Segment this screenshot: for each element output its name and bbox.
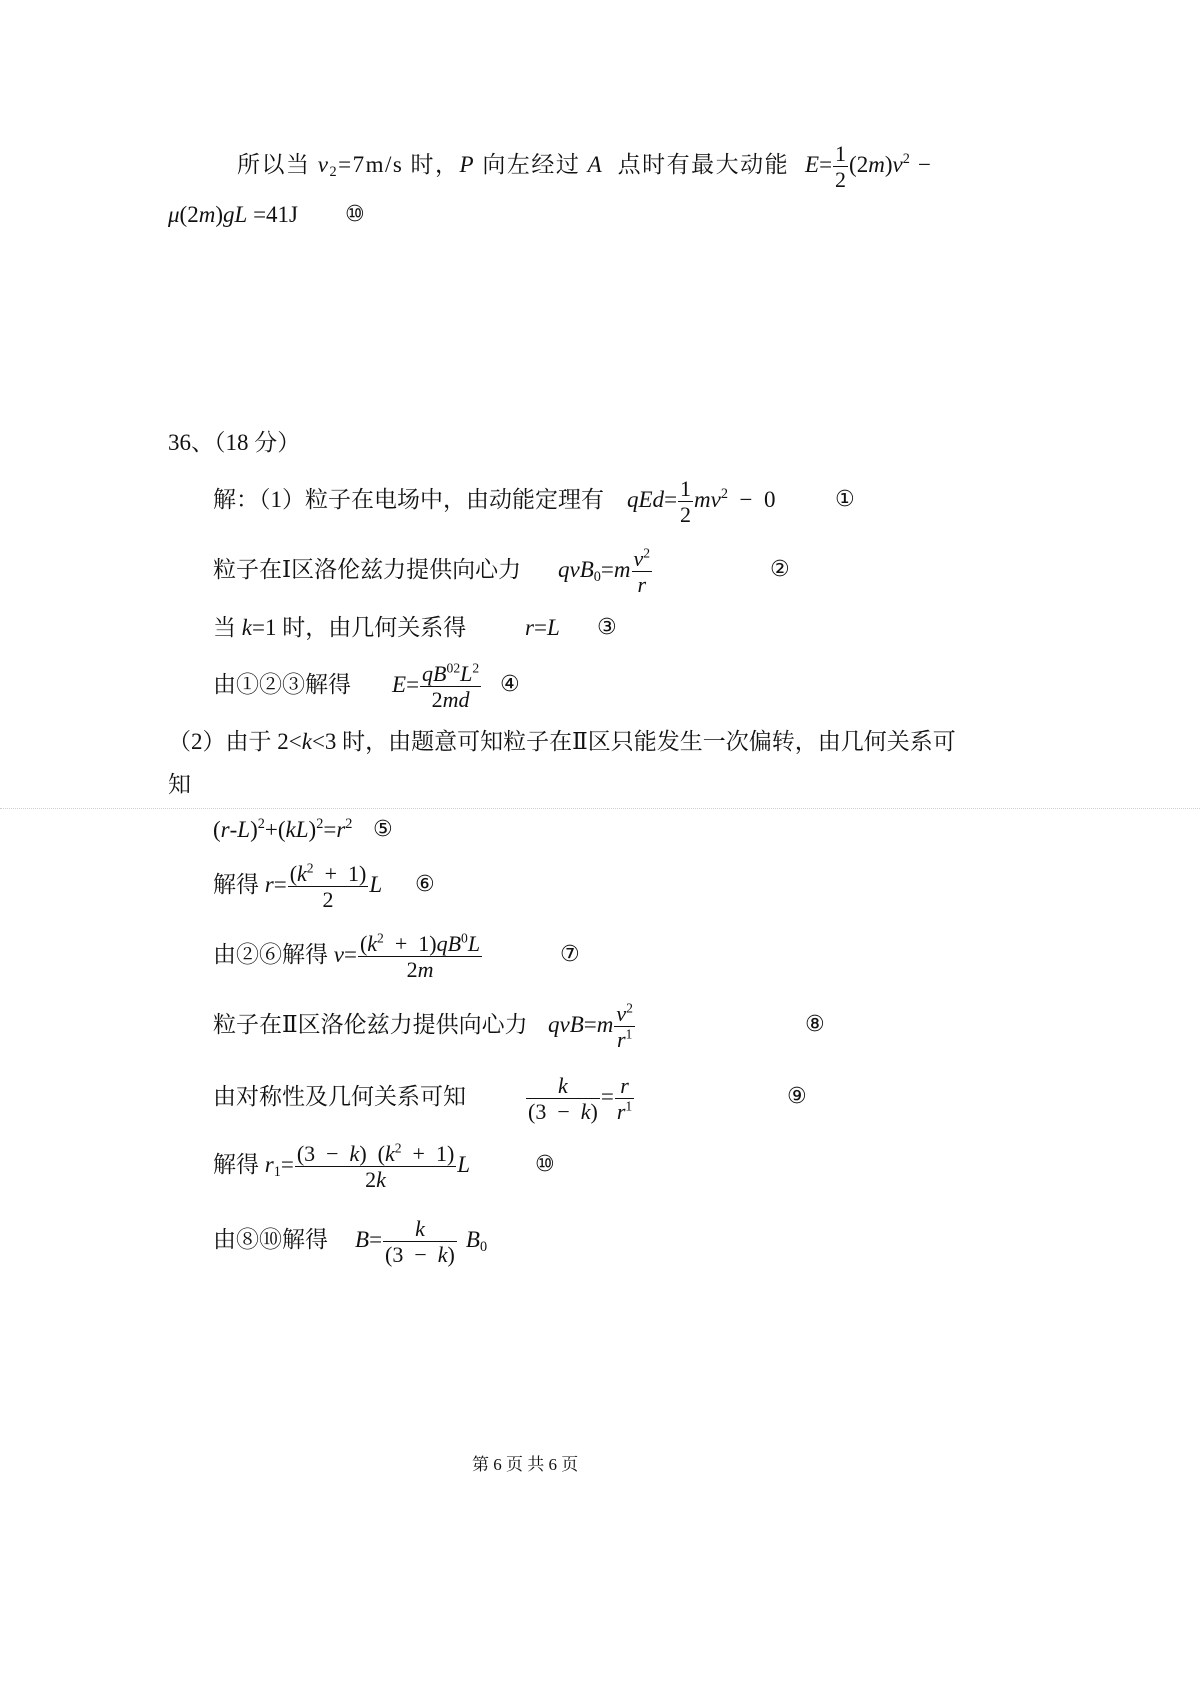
denominator: 2: [680, 502, 692, 528]
superscript: 2: [345, 816, 353, 833]
equals-sign: =: [600, 1084, 614, 1109]
digit: 2: [406, 957, 418, 983]
magnetic-field-solution: [355, 1200, 487, 1280]
var-k: k: [301, 729, 312, 754]
text-run: (3 −: [296, 1140, 350, 1166]
var-B: B: [355, 1227, 370, 1252]
fraction-k-ratio: [526, 1073, 600, 1125]
var-B0: B: [465, 1227, 480, 1252]
equals-sign: =: [533, 615, 547, 640]
var-k: k: [580, 1099, 591, 1125]
var-k: k: [297, 860, 307, 886]
formula-tail: − 0: [728, 487, 776, 512]
digit: 2: [365, 1167, 377, 1193]
equals-sign: =: [600, 557, 614, 582]
var-m: m: [417, 957, 434, 983]
fraction-r-ratio: [615, 1073, 634, 1125]
var-L: L: [460, 660, 473, 686]
minus-sign: -: [229, 817, 238, 842]
fraction-v2-over-r1: [614, 1001, 635, 1053]
text-run: 时，: [403, 152, 460, 177]
var-A: A: [587, 152, 604, 177]
text-run: + 1): [383, 930, 437, 956]
var-m: m: [613, 557, 631, 582]
var-L: L: [467, 930, 481, 956]
radius-solution: [213, 845, 382, 925]
step-marker-10: ⑩: [345, 202, 365, 227]
q36-step-10: [0, 1125, 1200, 1205]
step-marker-9: ⑨: [787, 1084, 807, 1109]
equals-sign: =: [406, 672, 420, 697]
subscript: 0: [593, 568, 601, 585]
superscript: 1: [625, 1098, 633, 1114]
paren-close: ): [590, 1099, 598, 1125]
var-qvB: qvB: [548, 1012, 584, 1037]
subscript: 1: [273, 1163, 281, 1180]
step-marker-3: ③: [597, 615, 617, 640]
numerator: r: [615, 1073, 634, 1099]
var-r: r: [616, 1099, 626, 1125]
subscript: 0: [479, 1238, 488, 1255]
denominator: [615, 1099, 634, 1124]
paren-close: ): [250, 817, 258, 842]
text-run: + 1): [313, 860, 367, 886]
var-qB: qB: [422, 660, 447, 686]
question-heading: 36、（18 分）: [168, 430, 301, 455]
var-v: v: [317, 152, 330, 177]
text-run: =1 时，由几何关系得: [251, 615, 467, 640]
radius-r1-solution: [213, 1125, 470, 1205]
paren-close: ): [447, 1242, 455, 1268]
paren-open: (2: [179, 202, 199, 227]
numerator: [295, 1141, 456, 1167]
var-qEd: qEd: [627, 487, 665, 512]
var-k: k: [241, 615, 252, 640]
superscript: 0: [461, 930, 468, 946]
var-m: m: [198, 202, 216, 227]
var-L: L: [369, 872, 383, 897]
paren-open: (: [289, 860, 298, 886]
var-k: k: [367, 930, 378, 956]
paren-open: (: [359, 930, 368, 956]
denominator: [358, 957, 482, 982]
var-k: k: [437, 1242, 448, 1268]
var-mu: μ: [168, 202, 180, 227]
var-md: md: [442, 687, 470, 713]
superscript: 02: [446, 660, 461, 676]
text-run: 向左经过: [475, 152, 588, 177]
step-label: 由对称性及几何关系可知: [213, 1084, 466, 1109]
text-run: 当: [213, 615, 242, 640]
numerator: k: [383, 1216, 457, 1242]
superscript: 2: [626, 1000, 633, 1016]
superscript: 2: [472, 660, 480, 676]
step-label: 由①②③解得: [213, 672, 351, 697]
var-r: r: [525, 615, 534, 640]
prev-line-2: [0, 175, 1200, 255]
text-run: <3 时，由题意可知粒子在Ⅱ区只能发生一次偏转，由几何关系可: [311, 729, 956, 754]
denominator: [383, 1242, 457, 1267]
denominator: 2: [322, 887, 334, 913]
numerator: [420, 661, 481, 687]
superscript: 2: [306, 860, 314, 876]
numerator: [358, 931, 482, 957]
equals-sign: =: [323, 817, 337, 842]
step-marker-8: ⑧: [805, 1012, 825, 1037]
fraction-velocity: [358, 931, 482, 983]
denominator: 2: [835, 167, 847, 193]
paren-close: ): [215, 202, 224, 227]
step-marker-4: ④: [500, 672, 520, 697]
step-marker-1: ①: [835, 487, 855, 512]
paren-open: (: [213, 817, 221, 842]
q36-step-6: [0, 845, 1200, 925]
velocity-solution: [213, 915, 483, 995]
var-L: L: [546, 615, 560, 640]
equals-sign: =: [369, 1227, 383, 1252]
lorentz-force-formula-2: [548, 985, 636, 1065]
plus-sign: +(: [264, 817, 286, 842]
subscript: 2: [329, 163, 339, 180]
step-marker-7: ⑦: [560, 942, 580, 967]
q36-step-1: [0, 460, 1200, 540]
numerator: [632, 546, 653, 572]
work-energy-formula: [627, 460, 775, 540]
numerator: [614, 1001, 635, 1027]
var-r: r: [336, 817, 346, 842]
var-v: v: [892, 152, 903, 177]
var-L: L: [457, 1152, 471, 1177]
var-m: m: [596, 1012, 614, 1037]
equals-sign: =: [343, 942, 357, 967]
var-E: E: [805, 152, 820, 177]
step-marker-2: ②: [770, 557, 790, 582]
var-k: k: [384, 1140, 395, 1166]
var-r: r: [220, 817, 230, 842]
step-label: 粒子在Ⅱ区洛伦兹力提供向心力: [213, 1012, 528, 1037]
speed-value: =7m/s: [338, 152, 404, 177]
page-number-footer: 第 6 页 共 6 页: [472, 1455, 579, 1474]
step-label: 解：（1）粒子在电场中，由动能定理有: [213, 487, 604, 512]
denominator: r: [637, 572, 647, 598]
var-E: E: [392, 672, 407, 697]
var-r: r: [264, 1152, 274, 1177]
superscript: 2: [257, 816, 265, 833]
var-L: L: [237, 817, 251, 842]
paren-close: ): [308, 817, 317, 842]
fraction-radius: [288, 861, 369, 913]
text-run: (3 −: [528, 1099, 581, 1125]
step-marker-6: ⑥: [415, 872, 435, 897]
superscript: 2: [643, 545, 651, 561]
var-qvB: qvB: [558, 557, 594, 582]
energy-result: =41J: [247, 202, 298, 227]
denominator: [295, 1167, 456, 1192]
minus-sign: −: [918, 152, 931, 177]
footer-line: [0, 1425, 1200, 1505]
step-label: 解得: [213, 1152, 265, 1177]
equals-sign: =: [583, 1012, 597, 1037]
var-k: k: [376, 1167, 386, 1193]
var-m: m: [868, 152, 885, 177]
q36-step-7: [0, 915, 1200, 995]
part-2-text-continued: 知: [168, 772, 191, 797]
paren-close: ): [884, 152, 893, 177]
step-label: 由⑧⑩解得: [213, 1227, 328, 1252]
text-run: 所以当: [237, 152, 318, 177]
fraction-B: [383, 1216, 457, 1268]
var-P: P: [459, 152, 476, 177]
numerator: 1: [680, 475, 692, 501]
q36-step-8: [0, 985, 1200, 1065]
digit: 2: [431, 687, 443, 713]
paren-open: (2: [849, 152, 869, 177]
equals-sign: =: [819, 152, 833, 177]
superscript: 2: [720, 486, 728, 503]
var-kL: kL: [285, 817, 309, 842]
step-label: 解得: [213, 872, 265, 897]
fraction-one-half: [678, 476, 693, 528]
text-run: ) (: [359, 1140, 385, 1166]
fraction-r1: [295, 1141, 456, 1193]
q36-step-11: [0, 1200, 1200, 1280]
var-v: v: [333, 942, 344, 967]
step-marker-5: ⑤: [373, 817, 393, 842]
var-r: r: [616, 1027, 626, 1053]
friction-term-formula: [168, 175, 298, 255]
var-v: v: [616, 1000, 627, 1026]
superscript: 1: [625, 1026, 633, 1042]
equals-sign: =: [664, 487, 678, 512]
denominator: [614, 1027, 635, 1052]
text-run: 点时有最大动能: [603, 152, 790, 177]
superscript: 2: [316, 816, 324, 833]
step-label: 由②⑥解得: [213, 942, 334, 967]
superscript: 2: [394, 1140, 402, 1156]
text-run: (3 −: [385, 1242, 438, 1268]
step-marker-10: ⑩: [535, 1152, 555, 1177]
numerator: 1: [835, 140, 847, 166]
var-gL: gL: [223, 202, 248, 227]
var-r: r: [264, 872, 274, 897]
equals-sign: =: [273, 872, 287, 897]
superscript: 2: [377, 930, 384, 946]
text-run: + 1): [401, 1140, 455, 1166]
var-k: k: [349, 1140, 360, 1166]
text-run: （2）由于 2<: [168, 729, 302, 754]
var-mv: mv: [694, 487, 721, 512]
denominator: [526, 1099, 600, 1124]
numerator: [288, 861, 369, 887]
var-v: v: [633, 545, 644, 571]
equals-sign: =: [280, 1152, 294, 1177]
step-label: 粒子在Ⅰ区洛伦兹力提供向心力: [213, 557, 522, 582]
numerator: k: [526, 1073, 600, 1099]
superscript: 2: [902, 151, 910, 168]
var-qB: qB: [436, 930, 462, 956]
